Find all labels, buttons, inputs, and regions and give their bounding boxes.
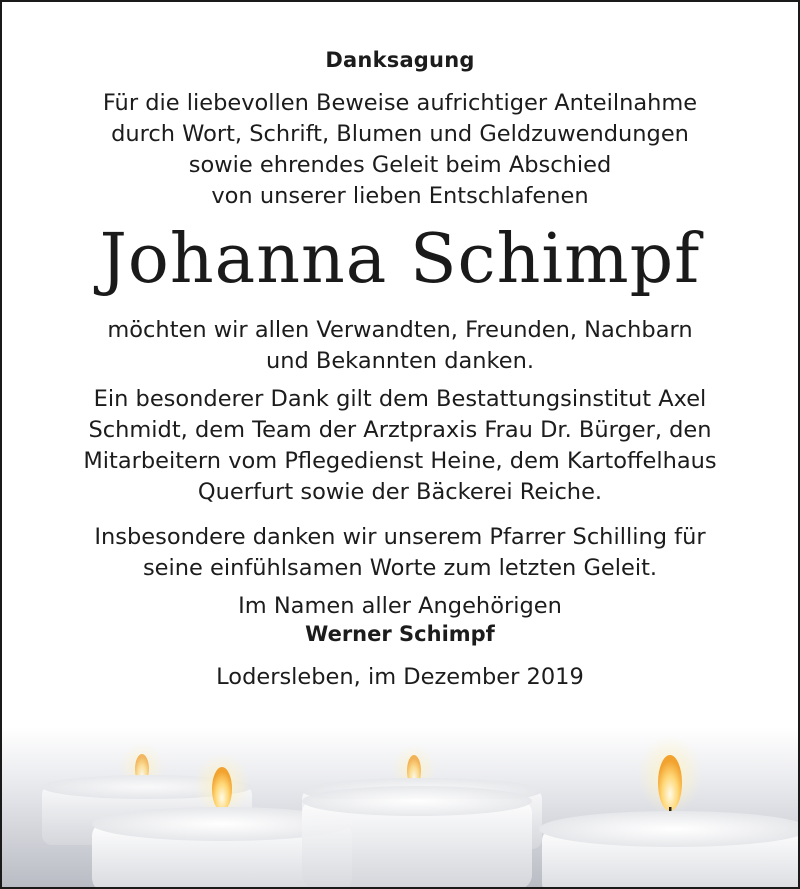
thanks-line: möchten wir allen Verwandten, Freunden, Nachbarn — [107, 317, 693, 343]
pastor-thanks-line: Insbesondere danken wir unserem Pfarrer Schilling für — [94, 524, 706, 550]
special-thanks-line: Ein besonderer Dank gilt dem Bestattungsinstitut Axel — [93, 386, 707, 412]
intro-line: von unserer lieben Entschlafenen — [211, 183, 589, 209]
thanks-text — [2, 315, 798, 377]
special-thanks-line: Schmidt, dem Team der Arztpraxis Frau Dr. Bürger, den — [88, 417, 712, 443]
candle-photo — [2, 727, 798, 887]
deceased-name: Johanna Schimpf — [99, 220, 701, 299]
intro-line: Für die liebevollen Beweise aufrichtiger Anteilnahme — [102, 90, 698, 116]
candle-front-center — [302, 786, 532, 887]
special-thanks-text — [2, 384, 798, 508]
on-behalf-text: Im Namen aller Angehörigen — [238, 593, 562, 619]
thanks-line: und Bekannten danken. — [265, 348, 535, 374]
pastor-thanks-line: seine einfühlsamen Worte zum letzten Geleit. — [142, 555, 658, 581]
pastor-thanks-text — [2, 522, 798, 584]
intro-line: sowie ehrendes Geleit beim Abschied — [188, 152, 612, 178]
place-date: Lodersleben, im Dezember 2019 — [216, 664, 584, 690]
special-thanks-line: Querfurt sowie der Bäckerei Reiche. — [197, 479, 603, 505]
signer-name: Werner Schimpf — [305, 622, 495, 646]
intro-line: durch Wort, Schrift, Blumen und Geldzuwendungen — [111, 121, 689, 147]
intro-text — [2, 88, 798, 212]
notice-heading: Danksagung — [325, 48, 475, 72]
special-thanks-line: Mitarbeitern vom Pflegedienst Heine, dem Kartoffelhaus — [83, 448, 717, 474]
